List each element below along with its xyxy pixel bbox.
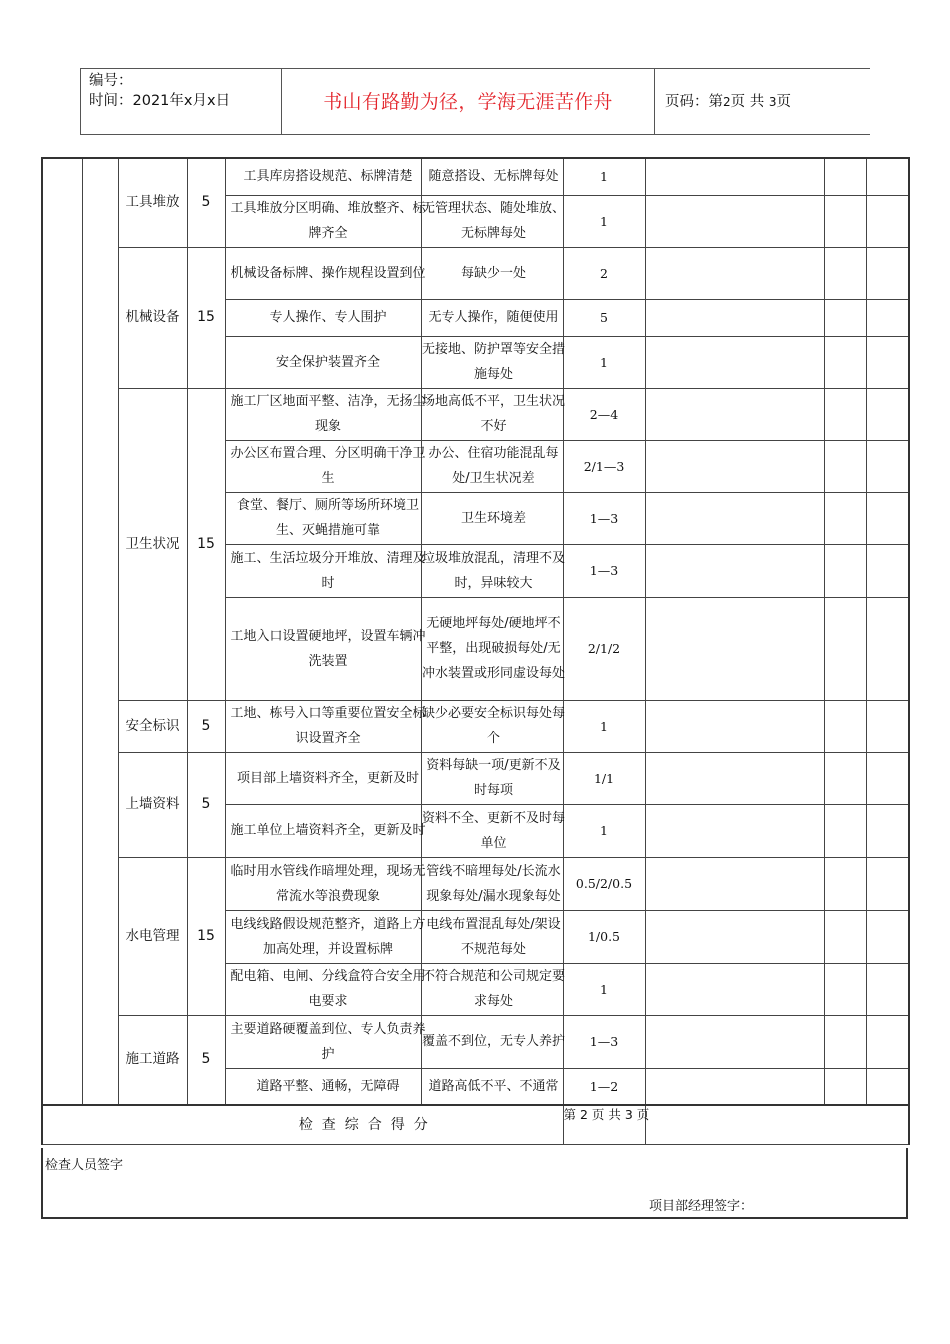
remark-cell-b xyxy=(866,963,909,1015)
remark-cell-b xyxy=(866,247,909,299)
deduction-value-cell: 1—3 xyxy=(563,544,645,597)
score-cell: 15 xyxy=(187,247,225,388)
deduction-text: 每缺少一处 xyxy=(460,265,526,281)
remark-cell-a xyxy=(824,195,866,247)
standard-cell xyxy=(225,963,426,1015)
deduction-cell xyxy=(421,247,563,299)
summary-score-cell xyxy=(645,1105,909,1145)
remark-cell-b xyxy=(866,1015,909,1068)
score-cell: 5 xyxy=(187,1015,225,1105)
standard-text: 工具库房搭设规范、标牌清楚 xyxy=(243,169,413,185)
deduction-value-cell: 1—3 xyxy=(563,492,645,544)
remark-cell-a xyxy=(824,247,866,299)
remark-cell-b xyxy=(866,752,909,804)
standard-text: 安全保护装置齐全 xyxy=(275,354,380,370)
table-row xyxy=(42,158,909,195)
category-cell: 工具堆放 xyxy=(118,158,187,247)
standard-text: 道路平整、通畅，无障碍 xyxy=(256,1078,400,1094)
deduction-cell xyxy=(421,597,563,700)
deduction-value-cell: 2/1—3 xyxy=(563,440,645,492)
deduction-text: 办公、住宿功能混乱每处/卫生状况差 xyxy=(428,446,559,486)
deduction-text: 随意搭设、无标牌每处 xyxy=(428,169,559,185)
deduction-cell xyxy=(421,544,563,597)
standard-text: 食堂、餐厅、厕所等场所环境卫生、灭蝇措施可靠 xyxy=(236,498,419,538)
remark-cell-a xyxy=(824,752,866,804)
remark-cell-b xyxy=(866,700,909,752)
deduction-text: 场地高低不平，卫生状况不好 xyxy=(421,394,565,434)
summary-label: 检查综合得分 xyxy=(298,1116,437,1133)
actual-score-cell xyxy=(645,440,824,492)
deduction-text: 电线布置混乱每处/架设不规范每处 xyxy=(426,916,561,957)
deduction-value-cell: 1 xyxy=(563,963,645,1015)
actual-score-cell xyxy=(645,336,824,388)
summary-label-cell xyxy=(42,1105,563,1145)
actual-score-cell xyxy=(645,1015,824,1068)
deduction-text: 不符合规范和公司规定要求每处 xyxy=(421,969,565,1009)
standard-cell xyxy=(225,910,426,963)
remark-cell-a xyxy=(824,388,866,440)
deduction-value-cell: 2 xyxy=(563,247,645,299)
actual-score-cell xyxy=(645,700,824,752)
standard-cell xyxy=(225,440,426,492)
deduction-text: 资料不全、更新不及时每单位 xyxy=(421,810,565,851)
deduction-value-cell: 1 xyxy=(563,336,645,388)
code-label: 编号： xyxy=(89,73,133,89)
standard-cell xyxy=(225,195,426,247)
remark-cell-b xyxy=(866,158,909,195)
deduction-cell xyxy=(421,1015,563,1068)
deduction-cell xyxy=(421,752,563,804)
deduction-value-cell: 0.5/2/0.5 xyxy=(563,857,645,910)
page-note: 第 2 页 共 3 页 xyxy=(563,1107,650,1122)
remark-cell-a xyxy=(824,1015,866,1068)
actual-score-cell xyxy=(645,247,824,299)
standard-cell xyxy=(225,158,421,195)
remark-cell-b xyxy=(866,597,909,700)
remark-cell-b xyxy=(866,857,909,910)
table-row xyxy=(42,1015,909,1068)
standard-text: 机械设备标牌、操作规程设置到位 xyxy=(230,265,426,281)
remark-cell-a xyxy=(824,544,866,597)
deduction-cell xyxy=(421,700,563,752)
deduction-cell xyxy=(421,492,563,544)
standard-cell xyxy=(225,492,421,544)
deduction-text: 缺少必要安全标识每处每个 xyxy=(421,706,565,746)
standard-cell xyxy=(225,388,426,440)
standard-text: 施工单位上墙资料齐全，更新及时 xyxy=(230,823,426,838)
standard-cell xyxy=(225,299,421,336)
standard-text: 项目部上墙资料齐全，更新及时 xyxy=(236,770,419,786)
remark-cell-b xyxy=(866,388,909,440)
remark-cell-a xyxy=(824,910,866,963)
standard-cell xyxy=(225,247,426,299)
deduction-text: 垃圾堆放混乱，清理不及时，异味较大 xyxy=(421,550,565,591)
actual-score-cell xyxy=(645,492,824,544)
category-cell: 卫生状况 xyxy=(118,388,187,700)
deduction-text: 无接地、防护罩等安全措施每处 xyxy=(421,342,565,382)
deduction-value-cell: 2—4 xyxy=(563,388,645,440)
inspector-signature-label: 检查人员签字 xyxy=(45,1158,124,1173)
deduction-cell xyxy=(421,299,563,336)
deduction-value-cell: 1 xyxy=(563,158,645,195)
category-cell: 安全标识 xyxy=(118,700,187,752)
score-cell: 5 xyxy=(187,700,225,752)
deduction-value-cell: 1 xyxy=(563,195,645,247)
deduction-text: 道路高低不平、不通常 xyxy=(428,1078,559,1094)
header-meta xyxy=(81,69,282,134)
deduction-value-cell: 1 xyxy=(563,804,645,857)
category-cell: 水电管理 xyxy=(118,857,187,1015)
score-cell: 5 xyxy=(187,158,225,247)
remark-cell-b xyxy=(866,299,909,336)
remark-cell-a xyxy=(824,440,866,492)
remark-cell-b xyxy=(866,336,909,388)
inspection-table xyxy=(41,157,910,1145)
remark-cell-b xyxy=(866,1068,909,1105)
actual-score-cell xyxy=(645,752,824,804)
deduction-value-cell: 2/1/2 xyxy=(563,597,645,700)
deduction-text: 无专人操作，随便使用 xyxy=(428,310,559,325)
remark-cell-b xyxy=(866,910,909,963)
remark-cell-b xyxy=(866,492,909,544)
actual-score-cell xyxy=(645,158,824,195)
blank-column-b xyxy=(82,158,118,1105)
remark-cell-a xyxy=(824,336,866,388)
category-cell: 施工道路 xyxy=(118,1015,187,1105)
score-cell: 15 xyxy=(187,388,225,700)
actual-score-cell xyxy=(645,388,824,440)
blank-column-a xyxy=(42,158,82,1105)
deduction-text: 管线不暗埋每处/长流水现象每处/漏水现象每处 xyxy=(426,863,561,904)
actual-score-cell xyxy=(645,299,824,336)
remark-cell-a xyxy=(824,804,866,857)
actual-score-cell xyxy=(645,857,824,910)
deduction-value-cell: 1—2 xyxy=(563,1068,645,1105)
table-row xyxy=(42,247,909,299)
deduction-cell xyxy=(421,857,563,910)
actual-score-cell xyxy=(645,963,824,1015)
deduction-cell xyxy=(421,963,563,1015)
table-row xyxy=(42,388,909,440)
deduction-value-cell: 5 xyxy=(563,299,645,336)
score-cell: 15 xyxy=(187,857,225,1015)
remark-cell-a xyxy=(824,700,866,752)
remark-cell-b xyxy=(866,804,909,857)
standard-cell xyxy=(225,544,426,597)
deduction-cell xyxy=(421,336,563,388)
page-indicator: 页码：第2页 共 3页 xyxy=(665,94,791,110)
deduction-cell xyxy=(421,440,563,492)
summary-page-cell xyxy=(563,1105,650,1145)
remark-cell-a xyxy=(824,597,866,700)
deduction-text: 卫生环境差 xyxy=(460,510,526,526)
deduction-text: 无硬地坪每处/硬地坪不平整，出现破损每处/无冲水装置或形同虚设每处 xyxy=(421,616,565,681)
table-row xyxy=(42,752,909,804)
standard-text: 专人操作、专人围护 xyxy=(269,310,387,325)
remark-cell-b xyxy=(866,440,909,492)
deduction-text: 覆盖不到位，无专人养护 xyxy=(421,1034,565,1049)
remark-cell-a xyxy=(824,1068,866,1105)
motto: 书山有路勤为径，学海无涯苦作舟 xyxy=(282,69,655,134)
actual-score-cell xyxy=(645,804,824,857)
deduction-text: 无管理状态、随处堆放、无标牌每处 xyxy=(421,201,565,241)
standard-text: 主要道路硬覆盖到位、专人负责养护 xyxy=(230,1021,426,1062)
deduction-value-cell: 1 xyxy=(563,700,645,752)
standard-text: 配电箱、电闸、分线盒符合安全用电要求 xyxy=(230,969,426,1009)
standard-text: 工具堆放分区明确、堆放整齐、标牌齐全 xyxy=(230,201,426,241)
standard-text: 工地、栋号入口等重要位置安全标识设置齐全 xyxy=(230,706,426,746)
actual-score-cell xyxy=(645,597,824,700)
standard-cell xyxy=(225,752,421,804)
standard-cell xyxy=(225,1068,421,1105)
remark-cell-b xyxy=(866,544,909,597)
remark-cell-a xyxy=(824,492,866,544)
actual-score-cell xyxy=(645,1068,824,1105)
standard-text: 电线线路假设规范整齐，道路上方加高处理，并设置标牌 xyxy=(230,916,426,957)
standard-cell xyxy=(225,700,426,752)
actual-score-cell xyxy=(645,544,824,597)
standard-text: 临时用水管线作暗埋处理，现场无常流水等浪费现象 xyxy=(230,863,426,904)
remark-cell-a xyxy=(824,158,866,195)
remark-cell-b xyxy=(866,195,909,247)
standard-text: 施工、生活垃圾分开堆放、清理及时 xyxy=(230,550,426,591)
deduction-cell xyxy=(421,910,563,963)
table-row xyxy=(42,700,909,752)
deduction-cell xyxy=(421,1068,563,1105)
score-cell: 5 xyxy=(187,752,225,857)
manager-signature-label: 项目部经理签字： xyxy=(649,1199,754,1214)
actual-score-cell xyxy=(645,910,824,963)
table-row xyxy=(42,857,909,910)
deduction-value-cell: 1—3 xyxy=(563,1015,645,1068)
deduction-text: 资料每缺一项/更新不及时每项 xyxy=(426,758,561,798)
standard-text: 办公区布置合理、分区明确干净卫生 xyxy=(230,446,426,486)
remark-cell-a xyxy=(824,857,866,910)
deduction-value-cell: 1/1 xyxy=(563,752,645,804)
deduction-cell xyxy=(421,195,563,247)
deduction-value-cell: 1/0.5 xyxy=(563,910,645,963)
deduction-cell xyxy=(421,158,563,195)
standard-text: 施工厂区地面平整、洁净，无扬尘现象 xyxy=(230,394,426,434)
standard-cell xyxy=(225,336,421,388)
standard-cell xyxy=(225,857,426,910)
standard-text: 工地入口设置硬地坪，设置车辆冲洗装置 xyxy=(230,628,426,669)
deduction-cell xyxy=(421,388,563,440)
standard-cell xyxy=(225,597,426,700)
standard-cell xyxy=(225,804,426,857)
standard-cell xyxy=(225,1015,426,1068)
deduction-cell xyxy=(421,804,563,857)
remark-cell-a xyxy=(824,299,866,336)
signature-area xyxy=(41,1148,908,1219)
category-cell: 机械设备 xyxy=(118,247,187,388)
category-cell: 上墙资料 xyxy=(118,752,187,857)
actual-score-cell xyxy=(645,195,824,247)
date-label: 时间：2021年x月x日 xyxy=(89,93,231,109)
summary-row xyxy=(42,1105,909,1145)
document-header xyxy=(80,68,870,135)
remark-cell-a xyxy=(824,963,866,1015)
